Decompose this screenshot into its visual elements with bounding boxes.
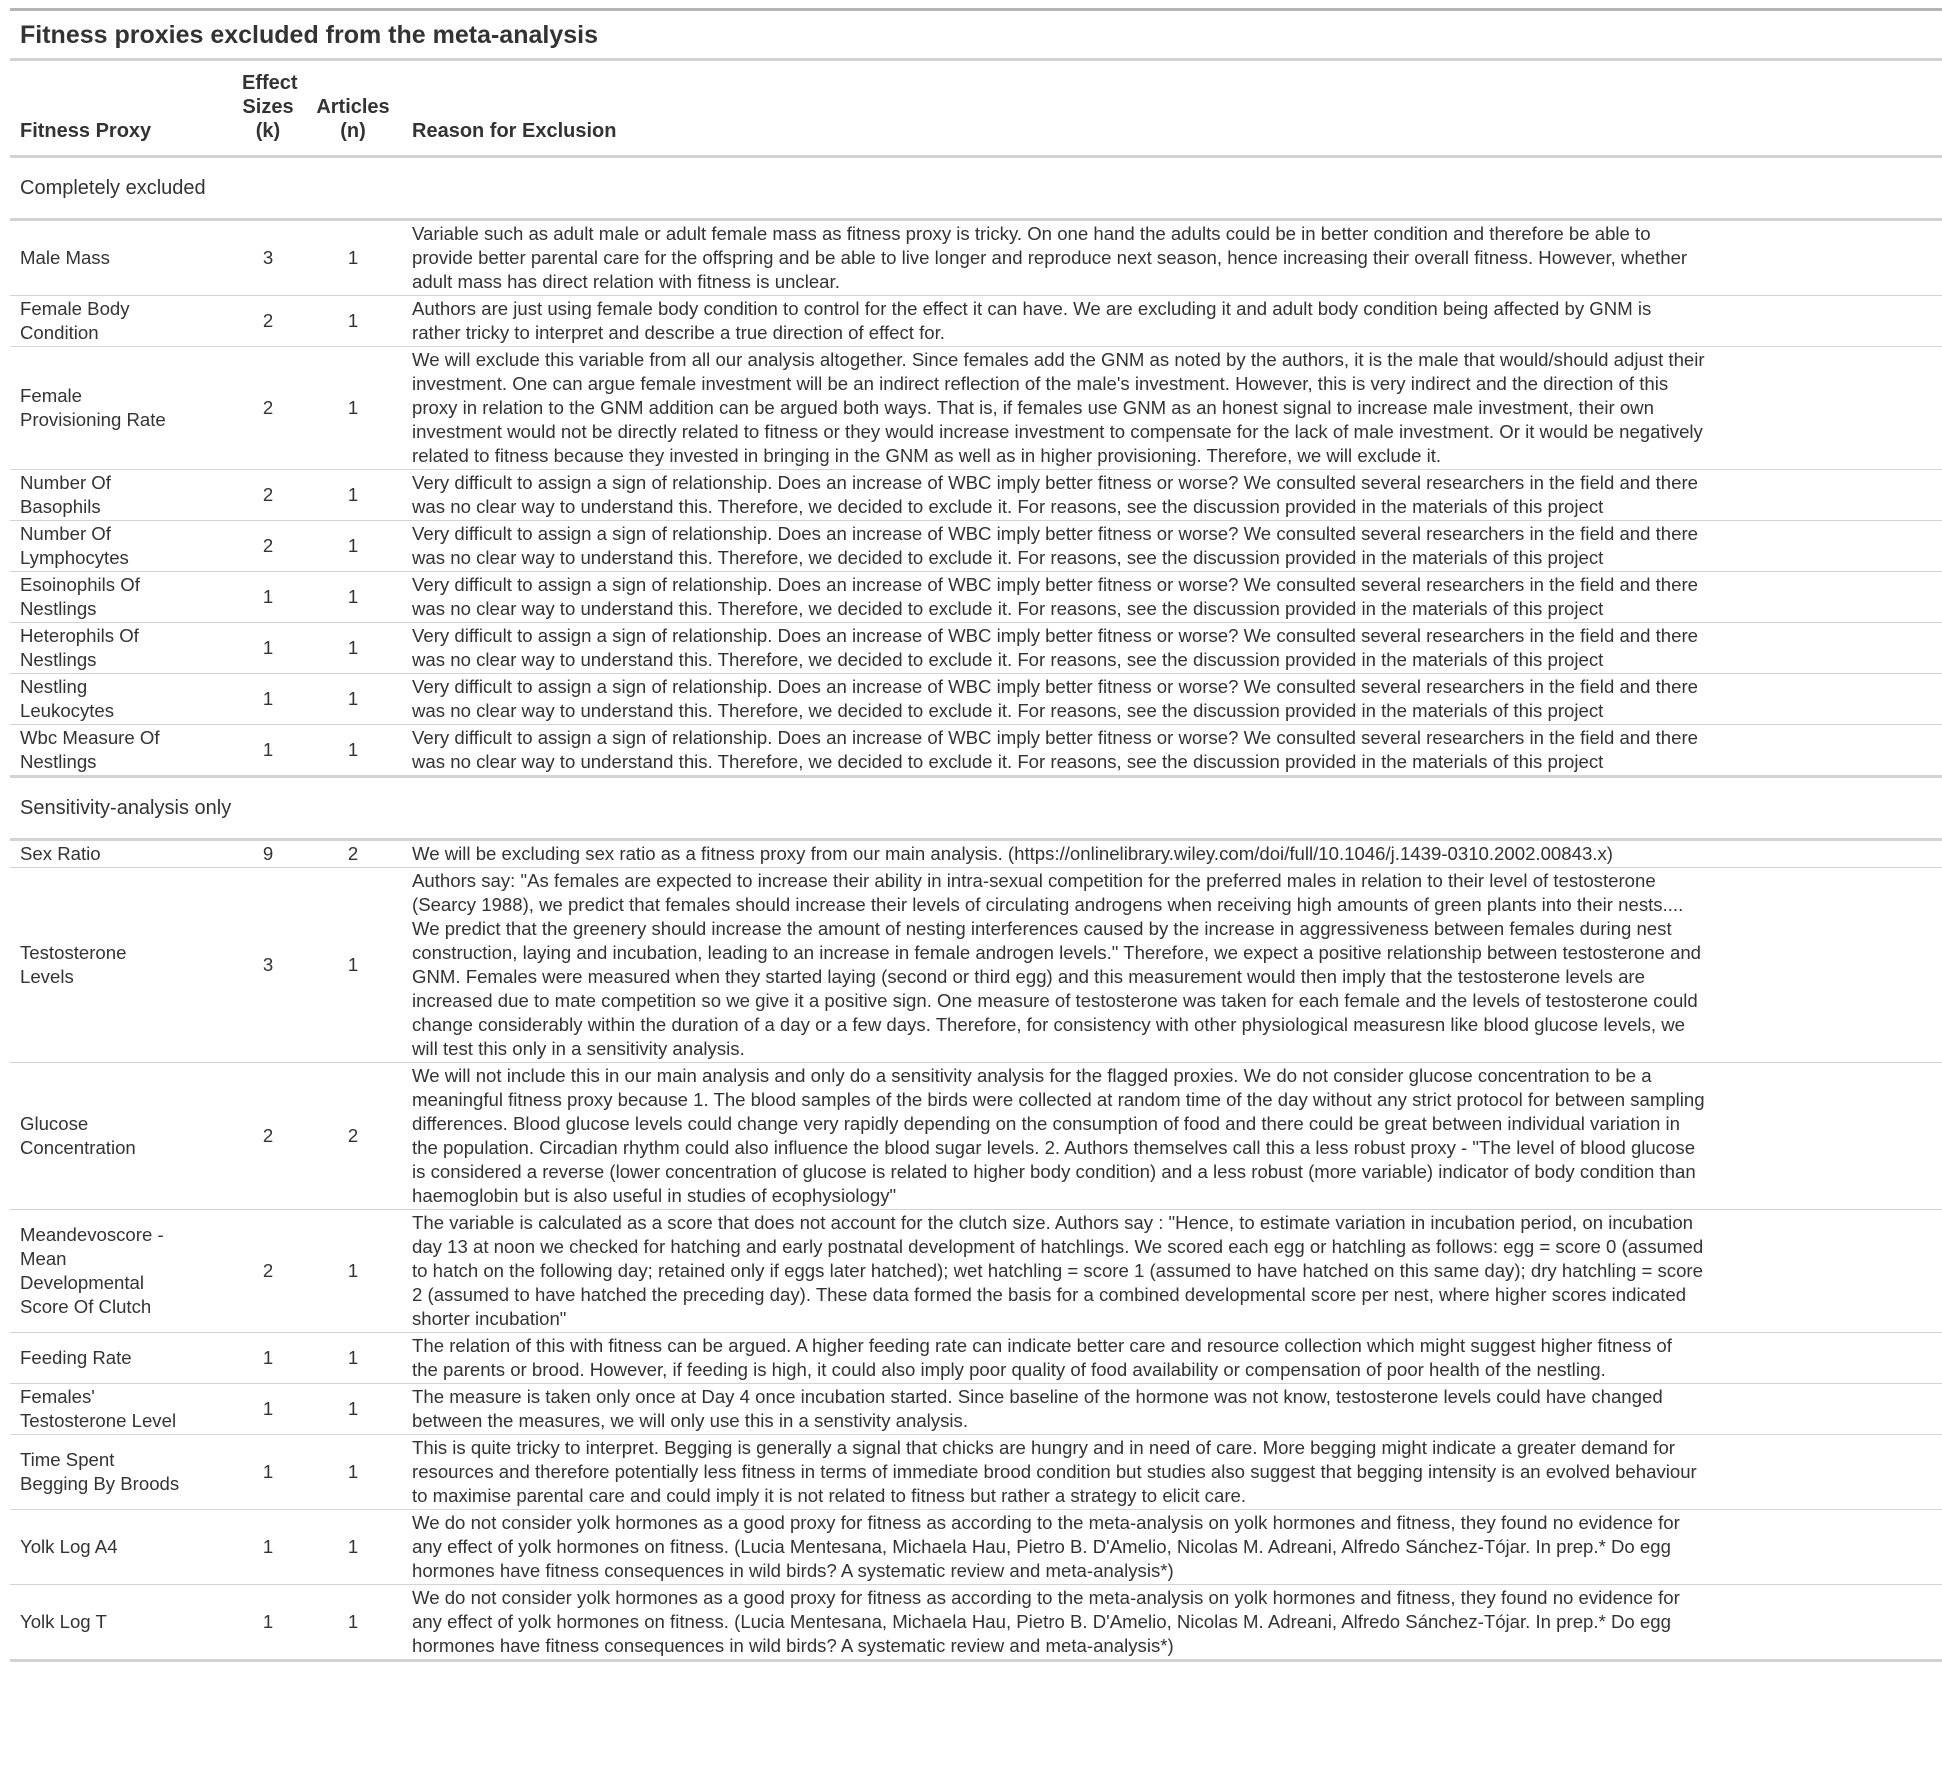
cell-reason: [402, 1585, 1942, 1661]
cell-fitness-proxy: [10, 572, 232, 623]
proxy-line: Male Mass: [20, 247, 110, 268]
proxy-line: Sex Ratio: [20, 843, 101, 864]
reason-line: 2 (assumed to have hatched the preceding day). These data formed the basis for a combined developmental score per nest, where higher scores indicated: [412, 1284, 1687, 1305]
proxy-line: Score Of Clutch: [20, 1296, 152, 1317]
table-row: [10, 1333, 1942, 1384]
cell-reason: [402, 1435, 1942, 1510]
cell-reason: [402, 470, 1942, 521]
reason-line: to hatch on the following day; retained only if eggs later hatched); wet hatchling = score 1 (assumed to have hatched on this same day); dry hatchling = score: [412, 1260, 1703, 1281]
cell-reason: [402, 1063, 1942, 1210]
cell-reason: [402, 868, 1942, 1063]
table-row: [10, 1384, 1942, 1435]
table-row: [10, 1585, 1942, 1661]
cell-fitness-proxy: [10, 1384, 232, 1435]
reason-line: hormones have fitness consequences in wild birds? A systematic review and meta-analysis*): [412, 1635, 1174, 1656]
reason-line: differences. Blood glucose levels could change very rapidly depending on the consumption of food and there could be great between individual variation in: [412, 1113, 1680, 1134]
reason-line: GNM. Females were measured when they started laying (second or third egg) and this measurement would then imply that the testosterone levels are: [412, 966, 1645, 987]
reason-line: was no clear way to understand this. Therefore, we decided to exclude it. For reasons, see the discussion provided in the materials of this project: [412, 547, 1604, 568]
cell-articles: 1: [304, 1333, 402, 1384]
group-label: Sensitivity-analysis only: [10, 777, 1942, 840]
cell-reason: [402, 521, 1942, 572]
cell-fitness-proxy: [10, 347, 232, 470]
cell-reason: [402, 572, 1942, 623]
cell-reason: [402, 840, 1942, 868]
cell-articles: 1: [304, 470, 402, 521]
cell-fitness-proxy: [10, 1585, 232, 1661]
reason-line: the population. Circadian rhythm could also influence the blood sugar levels. 2. Authors themselves call this a less robust proxy - "The level of blood glucose: [412, 1137, 1696, 1158]
proxy-line: Glucose: [20, 1113, 89, 1134]
table-row: [10, 1063, 1942, 1210]
cell-articles: 1: [304, 623, 402, 674]
proxy-line: Nestlings: [20, 751, 97, 772]
cell-effect-sizes: 1: [232, 572, 304, 623]
cell-reason: [402, 1384, 1942, 1435]
reason-line: proxy in relation to the GNM addition can be argued both ways. That is, if females use GNM as an honest signal to increase male investment, their own: [412, 397, 1654, 418]
reason-line: between the measures, we will only use this in a senstivity analysis.: [412, 1410, 969, 1431]
cell-effect-sizes: 1: [232, 1333, 304, 1384]
cell-effect-sizes: 1: [232, 1384, 304, 1435]
reason-line: Very difficult to assign a sign of relationship. Does an increase of WBC imply better fitness or worse? We consulted several researchers in the field and there: [412, 574, 1699, 595]
cell-reason: [402, 220, 1942, 296]
reason-line: shorter incubation": [412, 1308, 567, 1329]
table-row: [10, 1435, 1942, 1510]
table-title: Fitness proxies excluded from the meta-analysis: [10, 11, 1942, 61]
proxy-line: Mean: [20, 1248, 67, 1269]
header-articles-line: (n): [340, 120, 366, 142]
reason-line: to maximise parental care and could imply it is not related to fitness but rather a strategy to elicit care.: [412, 1485, 1247, 1506]
reason-line: related to fitness because they invested in bringing in the GNM as well as in higher provisioning. Therefore, we will exclude it.: [412, 445, 1442, 466]
cell-effect-sizes: 1: [232, 1510, 304, 1585]
reason-line: was no clear way to understand this. Therefore, we decided to exclude it. For reasons, see the discussion provided in the materials of this project: [412, 751, 1604, 772]
header-effect-sizes: [232, 61, 304, 157]
cell-fitness-proxy: [10, 1333, 232, 1384]
cell-effect-sizes: 9: [232, 840, 304, 868]
proxy-line: Meandevoscore -: [20, 1224, 164, 1245]
reason-line: We do not consider yolk hormones as a good proxy for fitness as according to the meta-analysis on yolk hormones and fitness, they found no evidence for: [412, 1587, 1680, 1608]
reason-line: We predict that the greenery should increase the amount of nesting interferences caused by the increase in aggressiveness between females during nest: [412, 918, 1672, 939]
proxy-line: Lymphocytes: [20, 547, 129, 568]
cell-effect-sizes: 3: [232, 868, 304, 1063]
cell-reason: [402, 1333, 1942, 1384]
reason-line: will test this only in a sensitivity analysis.: [412, 1038, 745, 1059]
cell-fitness-proxy: [10, 470, 232, 521]
cell-reason: [402, 296, 1942, 347]
reason-line: hormones have fitness consequences in wild birds? A systematic review and meta-analysis*): [412, 1560, 1174, 1581]
reason-line: Very difficult to assign a sign of relationship. Does an increase of WBC imply better fitness or worse? We consulted several researchers in the field and there: [412, 676, 1699, 697]
cell-effect-sizes: 2: [232, 1063, 304, 1210]
proxy-line: Nestlings: [20, 598, 97, 619]
reason-line: was no clear way to understand this. Therefore, we decided to exclude it. For reasons, see the discussion provided in the materials of this project: [412, 598, 1604, 619]
table-row: [10, 572, 1942, 623]
reason-line: Very difficult to assign a sign of relationship. Does an increase of WBC imply better fitness or worse? We consulted several researchers in the field and there: [412, 523, 1699, 544]
header-reason: Reason for Exclusion: [402, 61, 1942, 157]
proxy-line: Number Of: [20, 523, 111, 544]
proxy-line: Time Spent: [20, 1449, 115, 1470]
cell-reason: [402, 674, 1942, 725]
reason-line: any effect of yolk hormones on fitness. (Lucia Mentesana, Michaela Hau, Pietro B. D'Amelio, Nicolas M. Adreani, Alfredo Sánchez-Tójar. In prep.* Do egg: [412, 1611, 1671, 1632]
proxy-line: Testosterone Level: [20, 1410, 177, 1431]
cell-fitness-proxy: [10, 868, 232, 1063]
cell-fitness-proxy: [10, 1510, 232, 1585]
cell-effect-sizes: 2: [232, 470, 304, 521]
cell-articles: 1: [304, 347, 402, 470]
cell-fitness-proxy: [10, 521, 232, 572]
proxy-line: Condition: [20, 322, 99, 343]
cell-fitness-proxy: [10, 220, 232, 296]
cell-reason: [402, 347, 1942, 470]
reason-line: Very difficult to assign a sign of relationship. Does an increase of WBC imply better fitness or worse? We consulted several researchers in the field and there: [412, 727, 1699, 748]
cell-reason: [402, 1210, 1942, 1333]
table-row: [10, 1510, 1942, 1585]
reason-line: This is quite tricky to interpret. Begging is generally a signal that chicks are hungry and in need of care. More begging might indicate a greater demand for: [412, 1437, 1676, 1458]
proxy-line: Esoinophils Of: [20, 574, 140, 595]
cell-fitness-proxy: [10, 1435, 232, 1510]
cell-effect-sizes: 2: [232, 347, 304, 470]
reason-line: was no clear way to understand this. Therefore, we decided to exclude it. For reasons, see the discussion provided in the materials of this project: [412, 700, 1604, 721]
reason-line: adult mass has direct relation with fitness is unclear.: [412, 271, 840, 292]
cell-reason: [402, 623, 1942, 674]
table-row: [10, 296, 1942, 347]
cell-effect-sizes: 1: [232, 674, 304, 725]
header-effect-sizes-line: Sizes: [242, 96, 294, 118]
proxy-line: Heterophils Of: [20, 625, 139, 646]
proxy-line: Basophils: [20, 496, 101, 517]
reason-line: Very difficult to assign a sign of relationship. Does an increase of WBC imply better fitness or worse? We consulted several researchers in the field and there: [412, 625, 1699, 646]
reason-line: haemoglobin but is also useful in studies of ecophysiology": [412, 1185, 897, 1206]
cell-articles: 1: [304, 1435, 402, 1510]
cell-effect-sizes: 2: [232, 521, 304, 572]
reason-line: The measure is taken only once at Day 4 once incubation started. Since baseline of the hormone was not know, testosterone levels could have changed: [412, 1386, 1663, 1407]
cell-fitness-proxy: [10, 840, 232, 868]
cell-fitness-proxy: [10, 1063, 232, 1210]
cell-fitness-proxy: [10, 725, 232, 777]
proxy-line: Developmental: [20, 1272, 145, 1293]
cell-reason: [402, 1510, 1942, 1585]
reason-line: meaningful fitness proxy because 1. The blood samples of the birds were collected at random time of the day without any strict protocol for between sampling: [412, 1089, 1705, 1110]
reason-line: change considerably within the duration of a day or a few days. Therefore, for consistency with other physiological measuresn like blood glucose levels, we: [412, 1014, 1685, 1035]
reason-line: resources and therefore potentially less fitness in terms of immediate brood condition but studies also suggest that begging intensity is an evolved behaviour: [412, 1461, 1697, 1482]
proxy-line: Leukocytes: [20, 700, 115, 721]
cell-articles: 1: [304, 674, 402, 725]
reason-line: provide better parental care for the offspring and be able to live longer and reproduce next season, hence increasing their overall fitness. However, whether: [412, 247, 1688, 268]
proxy-line: Begging By Broods: [20, 1473, 180, 1494]
proxy-line: Nestling: [20, 676, 88, 697]
cell-articles: 1: [304, 220, 402, 296]
cell-effect-sizes: 2: [232, 1210, 304, 1333]
reason-line: investment would not be directly related to fitness or they would increase investment to compensate for the lack of male investment. Or it would be negatively: [412, 421, 1703, 442]
cell-articles: 1: [304, 1510, 402, 1585]
reason-line: day 13 at noon we checked for hatching and early postnatal development of hatchlings. We scored each egg or hatchling as follows: egg = score 0 (assumed: [412, 1236, 1704, 1257]
table-row: [10, 220, 1942, 296]
reason-line: Authors say: "As females are expected to increase their ability in intra-sexual competition for the preferred males in relation to their level of testosterone: [412, 870, 1656, 891]
table-row: [10, 868, 1942, 1063]
proxy-line: Number Of: [20, 472, 111, 493]
cell-fitness-proxy: [10, 674, 232, 725]
reason-line: construction, laying and incubation, leading to an increase in female androgen levels." Therefore, we expect a positive relationship between testosterone and: [412, 942, 1701, 963]
proxy-line: Nestlings: [20, 649, 97, 670]
cell-effect-sizes: 3: [232, 220, 304, 296]
proxy-line: Feeding Rate: [20, 1347, 132, 1368]
cell-articles: 2: [304, 1063, 402, 1210]
header-fitness-proxy: Fitness Proxy: [10, 61, 232, 157]
cell-articles: 1: [304, 1384, 402, 1435]
proxy-line: Yolk Log A4: [20, 1536, 118, 1557]
reason-line: investment. One can argue female investment will be an indirect reflection of the male's investment. However, this is very indirect and the direction of this: [412, 373, 1669, 394]
reason-line: is considered a reverse (lower concentration of glucose is related to higher body condition) and a less robust (more variable) indicator of body condition than: [412, 1161, 1696, 1182]
reason-line: Authors are just using female body condition to control for the effect it can have. We are excluding it and adult body condition being affected by GNM is: [412, 298, 1652, 319]
header-articles: [304, 61, 402, 157]
cell-effect-sizes: 1: [232, 623, 304, 674]
cell-effect-sizes: 1: [232, 725, 304, 777]
table-row: [10, 470, 1942, 521]
proxy-line: Female: [20, 385, 83, 406]
table-row: [10, 347, 1942, 470]
header-effect-sizes-line: Effect: [242, 72, 298, 94]
cell-articles: 1: [304, 1210, 402, 1333]
table-row: [10, 623, 1942, 674]
table-row: [10, 725, 1942, 777]
cell-articles: 1: [304, 521, 402, 572]
table-row: [10, 1210, 1942, 1333]
group-row: [10, 777, 1942, 840]
cell-articles: 1: [304, 1585, 402, 1661]
cell-fitness-proxy: [10, 1210, 232, 1333]
reason-line: The variable is calculated as a score that does not account for the clutch size. Authors say : "Hence, to estimate variation in incubation period, on incubation: [412, 1212, 1693, 1233]
group-label: Completely excluded: [10, 157, 1942, 220]
reason-line: We will exclude this variable from all our analysis altogether. Since females add the GNM as noted by the authors, it is the male that would/should adjust their: [412, 349, 1705, 370]
reason-line: increased due to mate competition so we give it a positive sign. One measure of testosterone was taken for each female and the levels of testosterone could: [412, 990, 1698, 1011]
reason-line: We will not include this in our main analysis and only do a sensitivity analysis for the flagged proxies. We do not consider glucose concentration to be a: [412, 1065, 1652, 1086]
proxy-line: Testosterone: [20, 942, 127, 963]
cell-articles: 1: [304, 572, 402, 623]
cell-effect-sizes: 2: [232, 296, 304, 347]
cell-effect-sizes: 1: [232, 1585, 304, 1661]
reason-line: We do not consider yolk hormones as a good proxy for fitness as according to the meta-analysis on yolk hormones and fitness, they found no evidence for: [412, 1512, 1680, 1533]
proxy-line: Concentration: [20, 1137, 136, 1158]
reason-line: any effect of yolk hormones on fitness. (Lucia Mentesana, Michaela Hau, Pietro B. D'Amelio, Nicolas M. Adreani, Alfredo Sánchez-Tójar. In prep.* Do egg: [412, 1536, 1671, 1557]
reason-line: was no clear way to understand this. Therefore, we decided to exclude it. For reasons, see the discussion provided in the materials of this project: [412, 496, 1604, 517]
reason-line: We will be excluding sex ratio as a fitness proxy from our main analysis. (https://onlinelibrary.wiley.com/doi/full/10.1046/j.1439-0310.2002.00843.x): [412, 843, 1613, 864]
table-row: [10, 521, 1942, 572]
header-row: [10, 61, 1942, 157]
reason-line: Variable such as adult male or adult female mass as fitness proxy is tricky. On one hand the adults could be in better condition and therefore be able to: [412, 223, 1651, 244]
proxy-line: Wbc Measure Of: [20, 727, 160, 748]
cell-articles: 1: [304, 868, 402, 1063]
exclusion-table: [10, 61, 1942, 1662]
cell-articles: 2: [304, 840, 402, 868]
proxy-line: Yolk Log T: [20, 1611, 107, 1632]
cell-articles: 1: [304, 296, 402, 347]
cell-fitness-proxy: [10, 623, 232, 674]
cell-articles: 1: [304, 725, 402, 777]
proxy-line: Provisioning Rate: [20, 409, 166, 430]
table-body: [10, 157, 1942, 1661]
reason-line: rather tricky to interpret and describe a true direction of effect for.: [412, 322, 945, 343]
table-row: [10, 674, 1942, 725]
header-effect-sizes-line: (k): [255, 120, 281, 142]
cell-reason: [402, 725, 1942, 777]
proxy-line: Female Body: [20, 298, 130, 319]
proxy-line: Levels: [20, 966, 74, 987]
group-row: [10, 157, 1942, 220]
table-row: [10, 840, 1942, 868]
reason-line: was no clear way to understand this. Therefore, we decided to exclude it. For reasons, see the discussion provided in the materials of this project: [412, 649, 1604, 670]
proxy-line: Females': [20, 1386, 95, 1407]
cell-fitness-proxy: [10, 296, 232, 347]
header-articles-line: Articles: [316, 96, 390, 118]
reason-line: The relation of this with fitness can be argued. A higher feeding rate can indicate better care and resource collection which might suggest higher fitness of: [412, 1335, 1672, 1356]
reason-line: (Searcy 1988), we predict that females should increase their levels of circulating androgens when receiving high amounts of green plants into their nests....: [412, 894, 1684, 915]
reason-line: the parents or brood. However, if feeding is high, it could also imply poor quality of food availability or compensation of poor health of the nestling.: [412, 1359, 1606, 1380]
cell-effect-sizes: 1: [232, 1435, 304, 1510]
table-container: [10, 8, 1942, 1662]
reason-line: Very difficult to assign a sign of relationship. Does an increase of WBC imply better fitness or worse? We consulted several researchers in the field and there: [412, 472, 1699, 493]
